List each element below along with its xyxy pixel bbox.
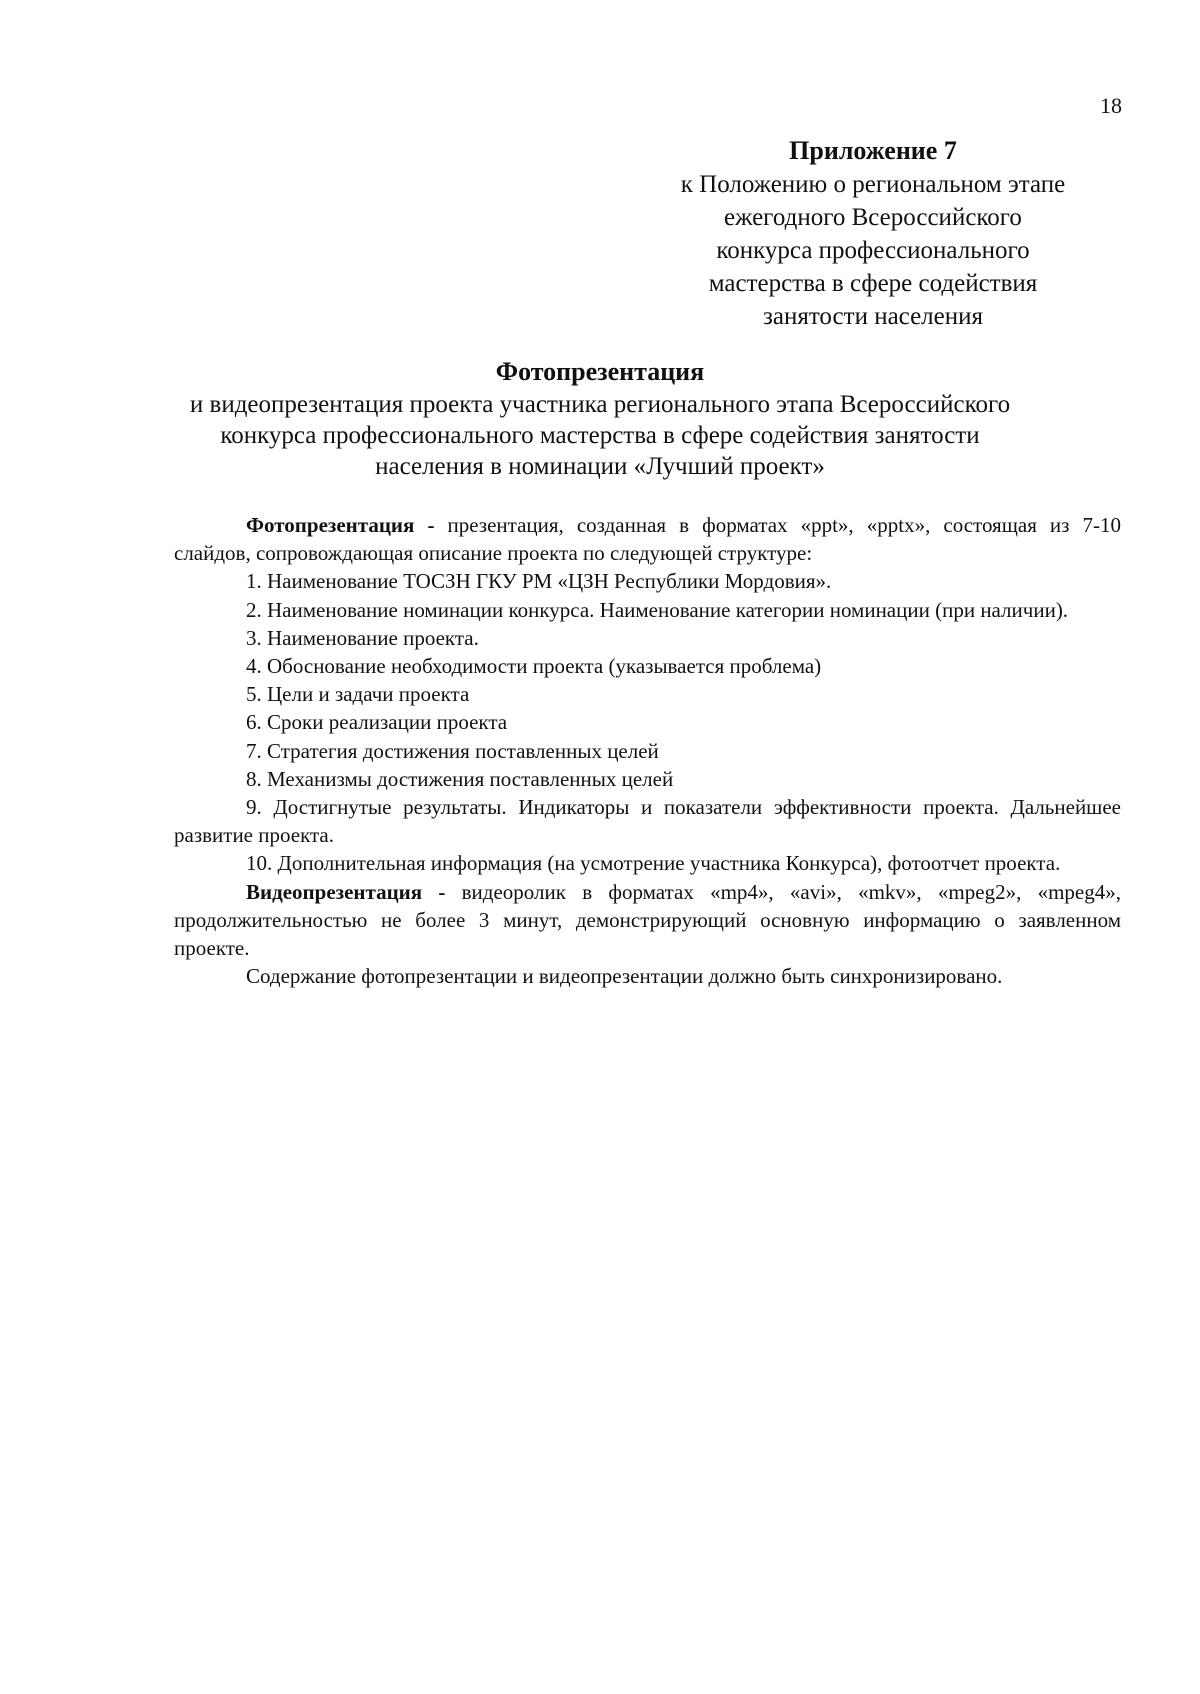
- appendix-title: Приложение 7: [789, 136, 957, 165]
- structure-item: 9. Достигнутые результаты. Индикаторы и показатели эффективности проекта. Дальнейшее развитие проекта.: [174, 795, 1121, 848]
- heading-title: Фотопрезентация: [495, 357, 705, 386]
- structure-item: 2. Наименование номинации конкурса. Наименование категории номинации (при наличии).: [246, 597, 1069, 622]
- photo-presentation-text: презентация, созданная в форматах «ppt», «pptx», состоящая из 7-10 слайдов, сопровождающая описание проекта по следующей структуре:: [174, 513, 1121, 566]
- page-number: 18: [1100, 93, 1122, 118]
- video-presentation-paragraph: [174, 878, 1121, 963]
- document-heading: [150, 355, 1050, 482]
- appendix-line: мастерства в сфере содействия: [708, 270, 1038, 297]
- closing-paragraph: Содержание фотопрезентации и видеопрезентации должно быть синхронизировано.: [246, 964, 1003, 989]
- appendix-line: занятости населения: [762, 303, 984, 330]
- document-body: [174, 511, 1121, 990]
- appendix-line: конкурса профессионального: [716, 237, 1030, 264]
- video-presentation-text: видеоролик в форматах «mp4», «avi», «mkv», «mpeg2», «mpeg4», продолжительностью не более 3 минут, демонстрирующий основную информацию о заявленном проекте.: [174, 879, 1121, 961]
- appendix-line: к Положению о региональном этапе: [680, 171, 1066, 198]
- structure-item: 8. Механизмы достижения поставленных целей: [246, 766, 674, 791]
- appendix-line: ежегодного Всероссийского: [724, 204, 1022, 231]
- structure-item: 3. Наименование проекта.: [246, 625, 479, 650]
- heading-line: и видеопрезентация проекта участника регионального этапа Всероссийского: [189, 391, 1011, 418]
- appendix-block: [630, 134, 1116, 333]
- video-presentation-term: Видеопрезентация -: [246, 879, 446, 904]
- photo-presentation-term: Фотопрезентация -: [246, 513, 435, 537]
- structure-item: 10. Дополнительная информация (на усмотрение участника Конкурса), фотоотчет проекта.: [246, 851, 1061, 876]
- heading-line: населения в номинации «Лучший проект»: [375, 453, 825, 480]
- structure-item: 4. Обоснование необходимости проекта (указывается проблема): [246, 654, 822, 679]
- structure-item: 6. Сроки реализации проекта: [246, 710, 508, 735]
- photo-presentation-paragraph: [174, 511, 1121, 567]
- structure-item: 1. Наименование ТОСЗН ГКУ РМ «ЦЗН Республики Мордовия».: [246, 569, 832, 594]
- structure-item: 5. Цели и задачи проекта: [246, 682, 470, 707]
- heading-line: конкурса профессионального мастерства в сфере содействия занятости: [220, 422, 980, 449]
- structure-item: 7. Стратегия достижения поставленных целей: [246, 738, 659, 763]
